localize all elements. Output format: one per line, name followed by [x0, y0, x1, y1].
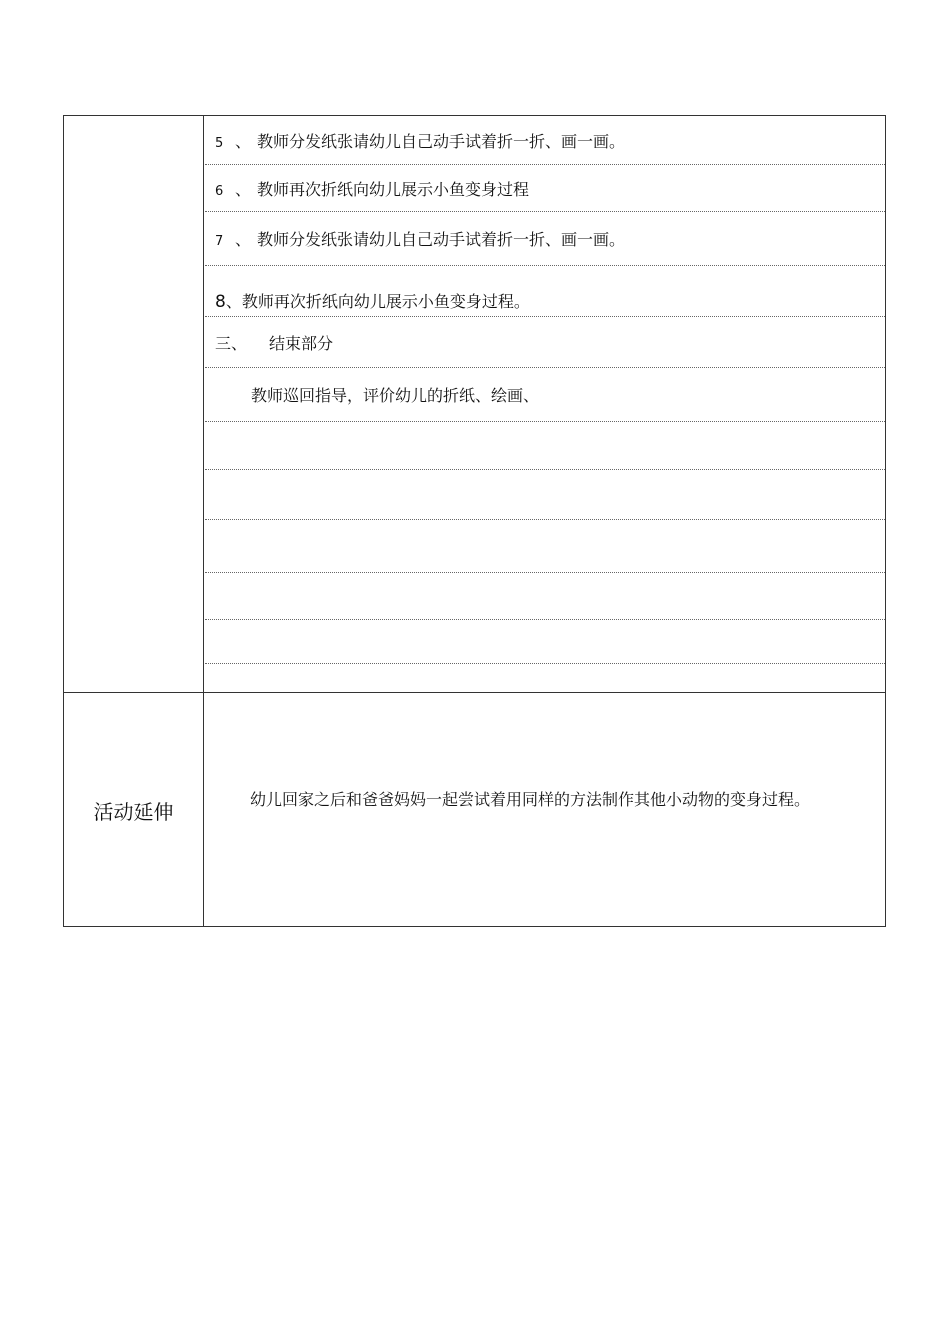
step-text: 教师再次折纸向幼儿展示小鱼变身过程。 [241, 292, 530, 311]
section-title: 结束部分 [269, 334, 334, 353]
step-number: 7 [215, 234, 224, 249]
step-separator: 、 [235, 230, 252, 249]
step-8 [215, 292, 530, 312]
step-number: 8 [215, 292, 226, 312]
row-divider [205, 265, 885, 266]
step-separator: 、 [235, 180, 252, 199]
row-divider [205, 211, 885, 212]
row-divider [205, 164, 885, 165]
step-number: 5 [215, 136, 224, 151]
row-divider [205, 663, 885, 664]
row-divider [205, 469, 885, 470]
section-number: 三、 [215, 334, 248, 353]
row-divider [205, 421, 885, 422]
step-text: 教师分发纸张请幼儿自己动手试着折一折、画一画。 [257, 132, 626, 151]
step-7 [215, 230, 625, 252]
row-divider [205, 519, 885, 520]
step-6 [215, 180, 529, 202]
row-divider [205, 367, 885, 368]
step-separator: 、 [235, 132, 252, 151]
section-body: 教师巡回指导，评价幼儿的折纸、绘画、 [251, 386, 540, 405]
step-5 [215, 132, 625, 154]
step-separator: 、 [225, 292, 242, 311]
step-text: 教师再次折纸向幼儿展示小鱼变身过程 [257, 180, 530, 199]
step-number: 6 [215, 184, 224, 199]
row-divider [205, 572, 885, 573]
row-divider [205, 316, 885, 317]
extension-text: 幼儿回家之后和爸爸妈妈一起尝试着用同样的方法制作其他小动物的变身过程。 [250, 790, 811, 809]
section-heading [215, 334, 333, 354]
extension-label: 活动延伸 [93, 799, 174, 824]
column-divider [203, 116, 204, 926]
row-divider [205, 619, 885, 620]
lesson-plan-table [63, 115, 886, 927]
step-text: 教师分发纸张请幼儿自己动手试着折一折、画一画。 [257, 230, 626, 249]
